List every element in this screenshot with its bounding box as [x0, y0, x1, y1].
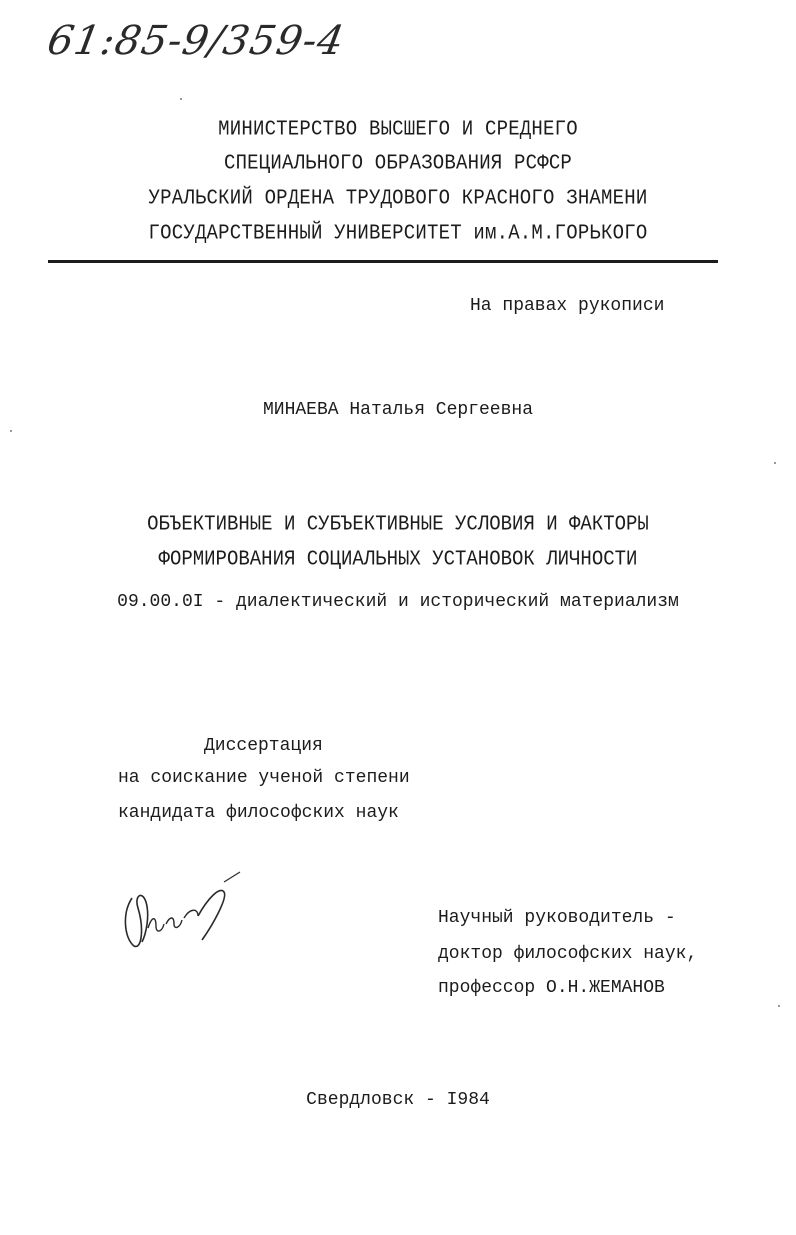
archive-code: 61:85-9/359-4	[43, 18, 349, 64]
scan-speck	[778, 1005, 780, 1007]
city-and-year: Свердловск - I984	[306, 1090, 490, 1110]
degree-line-2: на соискание ученой степени	[118, 768, 410, 788]
scan-speck	[180, 98, 182, 100]
author-name: МИНАЕВА Наталья Сергеевна	[262, 400, 534, 420]
title-line-1: ОБЪЕКТИВНЫЕ И СУБЪЕКТИВНЫЕ УСЛОВИЯ И ФАКТОРЫ	[147, 511, 649, 537]
degree-line-3: кандидата философских наук	[118, 803, 399, 823]
header-divider	[48, 260, 718, 263]
handwritten-signature	[112, 868, 252, 958]
ministry-line-1: МИНИСТЕРСТВО ВЫСШЕГО И СРЕДНЕГО	[218, 116, 578, 142]
university-line-1: УРАЛЬСКИЙ ОРДЕНА ТРУДОВОГО КРАСНОГО ЗНАМЕНИ	[148, 185, 648, 211]
specialty-code: 09.00.0I - диалектический и исторический материализм	[117, 592, 679, 612]
supervisor-label: Научный руководитель -	[438, 908, 676, 928]
scan-speck	[10, 430, 12, 432]
supervisor-name: профессор О.Н.ЖЕМАНОВ	[438, 978, 665, 998]
degree-line-1: Диссертация	[204, 736, 323, 756]
ministry-line-2: СПЕЦИАЛЬНОГО ОБРАЗОВАНИЯ РСФСР	[223, 150, 573, 176]
title-line-2: ФОРМИРОВАНИЯ СОЦИАЛЬНЫХ УСТАНОВОК ЛИЧНОСТИ	[158, 546, 638, 572]
university-line-2: ГОСУДАРСТВЕННЫЙ УНИВЕРСИТЕТ им.А.М.ГОРЬКОГО	[148, 220, 648, 246]
supervisor-degree: доктор философских наук,	[438, 944, 698, 964]
manuscript-note: На правах рукописи	[470, 296, 665, 316]
scan-speck	[774, 462, 776, 464]
